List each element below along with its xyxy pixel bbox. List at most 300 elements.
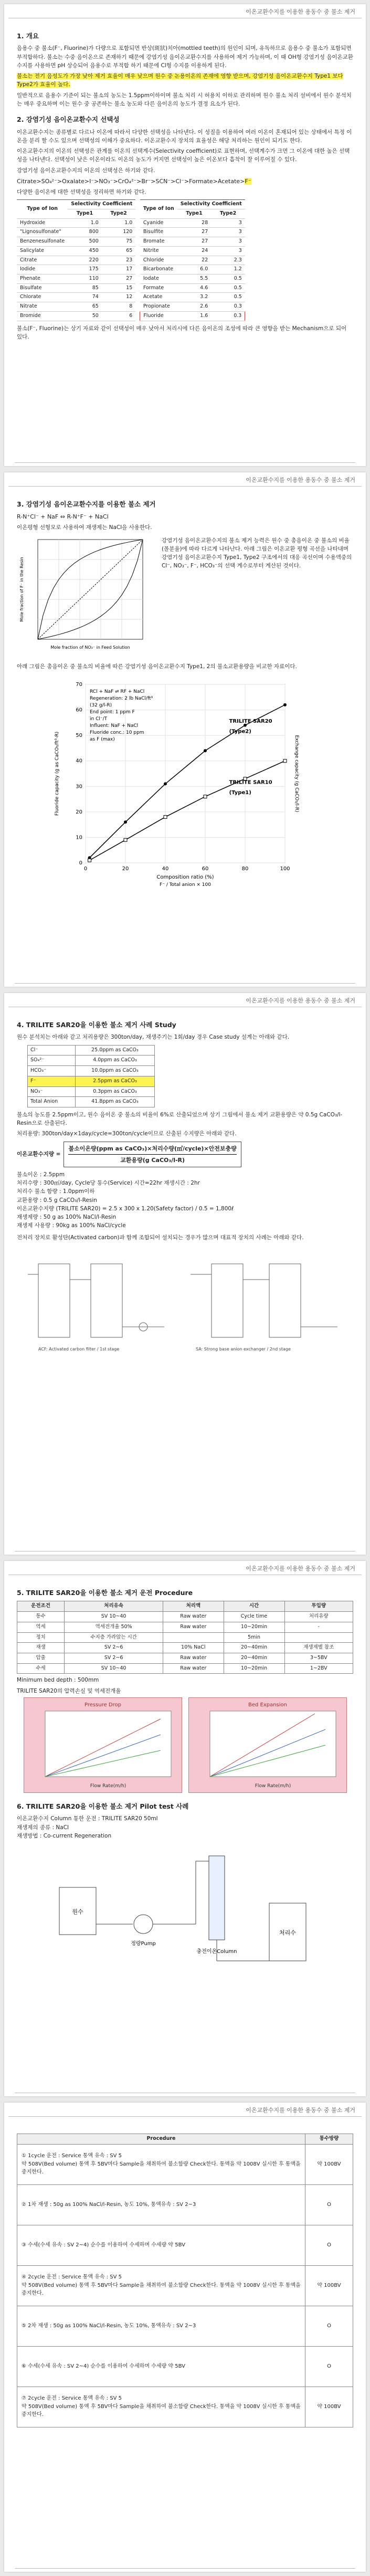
x-tick-label: 20 [122,865,129,872]
ion-name: NO₃⁻ [28,1086,76,1097]
x-tick-label: 0 [83,865,87,872]
table-row [17,2346,353,2387]
table-cell: 2.6 [177,302,212,312]
x-tick-label: 60 [202,865,208,872]
table-cell: 압출 [17,1653,65,1663]
table-row [140,311,245,321]
header-procedure: Procedure [17,2134,305,2145]
table-cell: 3 [211,246,245,256]
section-3-paragraph: 강염기성 음이온교환수지의 불소 제거 능력은 원수 중 총음이온 중 불소의 비율(몰분율)에 따라 다르게 나타난다. 아래 그림은 이온교환 평형 곡선을 나타내며 강염기성 음이온교환수지 Type1, Type2 구조에서의 대응 곡선이며 수용액중의 Cl⁻, NO₃⁻, F⁻, HCO₃⁻의 선택 계수로부터 계산된 것이다. [162,537,352,569]
section-5-title: 5. TRILITE SAR20을 이용한 불소 제거 운전 Procedure [17,1589,193,1597]
ion-name: Cl⁻ [28,1045,76,1055]
point-sar10 [124,838,127,841]
table-row [17,2265,353,2306]
diagram-left [28,1248,180,1358]
series-label-sar20: TRILITE SAR20 [229,718,272,724]
y-tick-label: 20 [75,809,82,815]
ion-value: 41.8ppm as CaCO₃ [76,1097,155,1107]
legend-line: Fluoride conc.: 10 ppm [89,730,144,735]
point-sar20 [204,749,207,752]
page-4 [4,1561,366,2096]
selectivity-table-right [140,199,245,321]
page-header: 이온교환수지를 이용한 용동수 중 불소 제거 [8,4,362,18]
table-row [28,1066,155,1076]
col-type2: Type2 [102,209,136,218]
table-row [17,1612,353,1622]
table-cell [163,1632,224,1643]
table-row [140,283,245,293]
table-cell: 23 [102,256,136,265]
section-2-paragraph-3: 강염기성 음이온교환수지의 이온의 선택성은 하기와 같다. [17,167,155,174]
table-cell [284,1632,353,1643]
table-cell: 800 [68,228,102,237]
table-cell: 4.6 [177,283,212,293]
table-row [28,1086,155,1097]
table-cell: Iodate [140,275,177,284]
table-cell: 175 [68,265,102,275]
table-cell: Bicarbonate [140,265,177,275]
table-cell: 120 [102,228,136,237]
table-cell: Nitrite [140,246,177,256]
col-type: Type of Ion [140,200,177,218]
installation-diagram [17,1248,353,1358]
volume-cell: 약 100BV [305,2387,353,2427]
table-cell: 5.5 [177,275,212,284]
ion-value: 25.0ppm as CaCO₃ [76,1045,155,1055]
table-cell: Benzenesulfonate [17,237,68,247]
section-4-paragraph-2: 불소의 농도를 2.5ppm이고, 원수 음이온 중 불소의 비율이 6%로 산출되었으며 상기 그림에서 불소 제거 교환용량은 약 0.5g CaCO₃/l-Resin으로 산출된다. [17,1111,343,1127]
table-cell: 28 [177,218,212,228]
table-cell: Salicylate [17,246,68,256]
calculation-list [17,1170,353,1230]
page-header: 이온교환수지를 이용한 용동수 중 불소 제거 [8,1561,362,1575]
table-row [140,275,245,284]
calc-line: 재생제량 : 50 g as 100% NaCl/l-Resin [17,1214,117,1221]
table-cell: 처리유량 [284,1612,353,1622]
table-header [17,2134,353,2145]
table-cell: 450 [68,246,102,256]
diagram-left-caption: ACF: Activated carbon filter / 1st stage [38,1346,119,1352]
series-label-sar10-type: (Type1) [229,789,251,796]
col-type1: Type1 [177,209,212,218]
table-row [17,1632,353,1643]
procedure-cell: ④ 2cycle 운전 : Service 통액 유속 : SV 5 약 508V(Bed volume) 통액 후 5BV마다 Sample을 채취하여 불소함량 Check한다. 통액을 약 1008V 실시한 후 통액을 중지한다. [17,2265,305,2306]
ion-value: 4.0ppm as CaCO₃ [76,1055,155,1066]
table-row [17,218,135,228]
table-row [17,293,135,302]
table-cell: Raw water [163,1653,224,1663]
y-tick-label: 30 [75,784,82,790]
table-row [17,1653,353,1663]
table-cell: 1.6 [177,311,212,321]
hydraulics-caption: TRILITE SAR20의 압력손실 및 역세전개율 [17,1687,121,1694]
table-row [28,1055,155,1066]
table-row [17,228,135,237]
table-row [140,302,245,312]
table-row [17,302,135,312]
table-cell: 1.0 [102,218,136,228]
table-row [140,293,245,302]
formula-denominator: 교환용량(g CaCO₃/l-R) [120,1156,185,1164]
legend-line: (32 g/l-R) [89,702,112,708]
y-tick-label: 10 [75,835,82,841]
calc-line: 불소이온 : 2.5ppm [17,1171,65,1178]
table-cell: 74 [68,293,102,302]
table-cell: 0.3 [211,302,245,312]
table-cell: "Lignosulfonate" [17,228,68,237]
table-cell: Propionate [140,302,177,312]
table-row [17,2306,353,2346]
table-cell: Bromide [17,311,68,321]
volume-cell: 약 100BV [305,2144,353,2184]
table-cell: 1~2BV [284,1663,353,1674]
resin-formula [17,1142,353,1167]
section-4-paragraph-3: 처리용량: 300ton/day×1day/cycle=300ton/cycle이므로 산출된 수지량은 아래와 같다. [17,1131,237,1137]
section-1-title: 1. 개요 [17,32,39,40]
table-cell: Raw water [163,1663,224,1674]
table-cell: 10~20min [224,1622,284,1632]
table-cell: 22 [177,256,212,265]
table-row [17,311,135,321]
table-row [28,1097,155,1107]
selectivity-caption: 다양한 음이온에 대한 선택성을 정리하면 하기와 같다. [17,188,146,195]
procedure-cell: ③ 수세(수세 유속 : SV 2~4) 순수를 이용하여 수세하며 수세량 약 5BV [17,2225,305,2265]
procedure-cell: ② 1차 재생 : 50g as 100% NaCl/l-Resin, 농도 10%, 통액유속 : SV 2~3 [17,2184,305,2225]
table-row [17,265,135,275]
table-cell: 3~5BV [284,1653,353,1663]
table-cell: 20~40min [224,1643,284,1653]
legend-line: Regeneration: 2 lb NaCl/ft³ [89,695,153,701]
table-cell: 5min [224,1632,284,1643]
table-cell: - [284,1622,353,1632]
table-cell: 역세 [17,1622,65,1632]
table-cell: Cyanide [140,218,177,228]
operation-procedure-table [17,1601,353,1674]
section-4-paragraph-4: 전처리 장치로 활성탄(Activated carbon)과 함께 조합되어 설치되는 경우가 많으며 대표적 장치의 사례는 아래와 같다. [17,1234,304,1241]
table-row [140,228,245,237]
table-cell: 정치 [17,1632,65,1643]
table-row [17,275,135,284]
section-1-paragraph-2: 일반적으로 음용수 기준이 되는 불소의 농도는 1.5ppm이하이며 불소 처리 시 허용치 이하로 관리하며 원수 불소 처리 설비에서 원수 분석치는 매우 중요하며 이는 원수 중 공존하는 불소 농도와 다른 음이온의 농도가 결정 요소가 된다. [17,92,352,107]
hydraulics-charts [17,1697,353,1793]
flow-tank-label: 원수 [71,1908,83,1916]
table-row [17,1663,353,1674]
table-cell: Raw water [163,1622,224,1632]
point-sar10 [204,795,207,798]
calc-line: 처리수 불소 함량 : 1.0ppm이하 [17,1188,95,1195]
legend-line: in Cl⁻/T [89,716,107,722]
flow-pump-label: 정량Pump [130,1941,156,1947]
x-tick-label: 100 [279,865,290,872]
table-cell: Chloride [140,256,177,265]
table-cell: 27 [177,228,212,237]
table-cell: 수세 [17,1663,65,1674]
section-2-paragraph: 이온교환수지는 종류별로 다르나 이온에 따라서 다양한 선택성을 나타낸다. 이 성질을 이용하여 여러 이온이 혼재되어 있는 상태에서 특정 이온을 분리 할 수도 있으며 선택성의 이해가 중요하다. 이온교환수지 장치의 효율성은 해당 처리하는 원인이 되기도 한다. [17,129,352,144]
table-cell: 3 [211,237,245,247]
table-row [17,2144,353,2184]
table-cell: 8 [102,302,136,312]
series-label-sar20-type: (Type2) [229,729,251,735]
diagram-right [191,1248,343,1358]
table-cell: 6 [102,311,136,321]
ion-name: Total Anion [28,1097,76,1107]
table-row [140,256,245,265]
y-tick-label: 40 [75,758,82,764]
table-cell: Bisulfate [17,283,68,293]
point-sar20 [283,703,287,706]
pilot-procedure-table [17,2134,353,2427]
legend-line: Influent: NaF + NaCl [89,723,138,729]
section-6-title: 6. TRILITE SAR20을 이용한 불소 제거 Pilot test 사례 [17,1802,189,1810]
ion-value: 0.3ppm as CaCO₃ [76,1086,155,1097]
section-4-paragraph: 원수 분석치는 아래와 같고 처리용량은 300ton/day, 재생주기는 1회/day 경우 Case study 설계는 아래와 같다. [17,1034,290,1041]
volume-cell: O [305,2306,353,2346]
condition-line: 재생제의 종류 : NaCl [17,1824,69,1831]
section-2-note: 불소(F⁻, Fluorine)는 상기 자료와 같이 선택성이 매우 낮아서 처리시에 다른 음이온의 조성에 따라 큰 영향을 받는 Mechanism으로 되어 있다. [17,325,347,340]
table-row [17,246,135,256]
procedure-cell: ⑦ 2cycle 운전 : Service 통액 유속 : SV 5 약 508V(Bed volume) 통액 후 5BV마다 Sample을 채취하여 불소함량 Check한다. 통액을 약 1008V 실시한 후 통액을 중지한다. [17,2387,305,2427]
page-footer [15,2568,355,2569]
selectivity-header [140,200,245,209]
col-type1: Type1 [68,209,102,218]
table-row [140,237,245,247]
section-3-title: 3. 강염기성 음이온교환수지를 이용한 불소 제거 [17,500,156,508]
ion-name: SO₄²⁻ [28,1055,76,1066]
point-sar10 [283,759,287,763]
section-1-highlight: 불소는 전기 음성도가 가장 낮아 제거 효율이 매우 낮으며 원수 중 논용이온의 존재에 영향 받으며, 강염기성 음이온교환수지 Type1 보다 Type2가 효율이 높다. [17,73,343,88]
x-tick-label: 80 [241,865,248,872]
page-1 [4,4,366,466]
table-row [140,246,245,256]
calc-line: 교환용량 : 0.5 g CaCO₃/l-Resin [17,1197,97,1203]
selectivity-tables [17,199,353,321]
section-4-title: 4. TRILITE SAR20을 이용한 불소 제거 사례 Study [17,1021,176,1029]
table-cell: 2.3 [211,256,245,265]
table-cell: 수지층 가라앉는 시간 [65,1632,163,1643]
y-tick-label: 0 [79,860,82,866]
volume-cell: O [305,2346,353,2387]
volume-cell: 약 100BV [305,2265,353,2306]
page-2 [4,472,366,987]
table-row [17,1622,353,1632]
table-cell: 재생제별 참조 [284,1643,353,1653]
formula-fraction [64,1142,241,1167]
table-cell: 65 [68,302,102,312]
selectivity-header [17,200,135,209]
page-header: 이온교환수지를 이용한 용동수 중 불소 제거 [8,2103,362,2117]
pressure-drop-title: Pressure Drop [84,1702,121,1708]
table-row [28,1045,155,1055]
min-bed-depth: Minimum bed depth : 500mm [17,1677,99,1684]
procedure-cell: ① 1cycle 운전 : Service 통액 유속 : SV 5 약 508V(Bed volume) 통액 후 5BV마다 Sample을 채취하여 불소함량 Check한다. 통액을 약 1008V 실시한 후 통액을 중지한다. [17,2144,305,2184]
fluoride-capacity-chart [49,674,322,905]
table-cell: 20~40min [224,1653,284,1663]
table-row [17,237,135,247]
page-3 [4,993,366,1555]
table-cell: Citrate [17,256,68,265]
y-axis-label: Mole fraction of F⁻ in the Resin [19,556,24,622]
table-cell: Cycle time [224,1612,284,1622]
table-cell: 220 [68,256,102,265]
header-cell: 투입량 [284,1601,353,1612]
x-axis-sublabel: F⁻ / Total anion × 100 [159,882,211,888]
bed-expansion-xlabel: Flow Rate(m/h) [255,1783,291,1789]
table-cell: 6.0 [177,265,212,275]
y-tick-label: 50 [75,733,82,739]
table-cell: 10~20min [224,1663,284,1674]
y-axis-label: Fluoride capacity (g as CaCO₃/ft³-R) [54,731,60,816]
table-cell: Raw water [163,1612,224,1622]
table-cell: 75 [102,237,136,247]
y-axis-label-right: Exchange capacity (g CaCO₃/l-R) [293,735,299,812]
table-cell: Chlorate [17,293,68,302]
table-cell: 0.5 [211,283,245,293]
pilot-flow-diagram [28,1845,343,1982]
table-cell: SV 2~6 [65,1653,163,1663]
condition-line: 재생방법 : Co-current Regeneration [17,1832,112,1839]
bed-expansion-title: Bed Expansion [248,1702,287,1708]
table-row [28,1076,155,1086]
table-cell: 27 [177,237,212,247]
point-sar10 [164,816,167,819]
calc-line: 재생제 사용량 : 90kg as 100% NaCl/cycle [17,1222,126,1229]
condition-line: 이온교환수지 Column 통한 운전 : TRILITE SAR20 50ml [17,1815,158,1822]
table-cell: 50 [68,311,102,321]
table-row [17,2225,353,2265]
table-row [140,218,245,228]
table-cell: 12 [102,293,136,302]
ion-value: 10.0ppm as CaCO₃ [76,1066,155,1076]
page-header: 이온교환수지를 이용한 용동수 중 불소 제거 [8,472,362,487]
page-5 [4,2103,366,2572]
table-cell: Bisulfite [140,228,177,237]
section-2-title: 2. 강염기성 음이온교환수지 선택성 [17,115,120,124]
table-cell: 1.0 [68,218,102,228]
table-cell: 0.5 [211,293,245,302]
table-cell: 1.2 [211,265,245,275]
table-cell: 17 [102,265,136,275]
selectivity-series: Citrate>SO₄²⁻>Oxalate>I⁻>NO₃⁻>CrO₄²⁻>Br⁻>SCN⁻>Cl⁻>Formate>Acetate>F⁻ [17,177,251,185]
table-cell: 10% NaCl [163,1643,224,1653]
header-cell: 운전조건 [17,1601,65,1612]
page-footer [15,462,355,463]
diagram-right-caption: SA: Strong base anion exchanger / 2nd stage [195,1346,291,1352]
ion-value: 2.5ppm as CaCO₃ [76,1076,155,1086]
table-cell: Acetate [140,293,177,302]
ion-name: HCO₃⁻ [28,1066,76,1076]
header-cell: 시간 [224,1601,284,1612]
table-row [17,2184,353,2225]
table-cell: Iodide [17,265,68,275]
table-cell: 500 [68,237,102,247]
table-cell: 0.5 [211,275,245,284]
table-cell: Formate [140,283,177,293]
procedure-cell: ⑥ 수세(수세 유속 : SV 2~4) 순수를 이용하여 수세하며 수세량 약 5BV [17,2346,305,2387]
table-cell: Nitrate [17,302,68,312]
x-axis-label: Mole fraction of NO₃⁻ in Feed Solution [50,645,130,650]
pressure-drop-chart [24,1697,182,1793]
table-row [17,2387,353,2427]
formula-left: 이온교환수지량 = [17,1151,61,1158]
header-cell: 처리유속 [65,1601,163,1612]
legend-line: End point: 1 ppm F [89,709,135,715]
procedure-cell: ⑤ 2차 재생 : 50g as 100% NaCl/l-Resin, 농도 10%, 통액유속 : SV 2~3 [17,2306,305,2346]
col-type: Type of Ion [17,200,68,218]
table-row [17,256,135,265]
table-row [17,1643,353,1653]
bed-expansion-chart [188,1697,347,1793]
pilot-test-conditions [17,1814,353,1840]
point-sar10 [88,859,91,862]
volume-cell: O [305,2225,353,2265]
table-cell: Phenate [17,275,68,284]
volume-cell: O [305,2184,353,2225]
table-row [140,265,245,275]
y-tick-label: 70 [75,681,82,688]
header-cell: 처리액 [163,1601,224,1612]
table-cell: 65 [102,246,136,256]
table-cell: 재생 [17,1643,65,1653]
col-selectivity: Selectivity Coefficient [177,200,245,209]
table-cell: 3 [211,228,245,237]
equation-note: 이온평형 선형모로 사용하여 재생제는 NaCl을 사용한다. [17,524,152,531]
ion-name: F⁻ [28,1076,76,1086]
table-cell: 역세전개율 50% [65,1622,163,1632]
x-tick-label: 40 [162,865,168,872]
exchange-equation: R-N⁺Cl⁻ + NaF ⇔ R-N⁺F⁻ + NaCl [17,513,109,521]
table-cell: SV 10~40 [65,1663,163,1674]
table-cell: Bromate [140,237,177,247]
y-tick-label: 60 [75,707,82,713]
table-cell: 15 [102,283,136,293]
table-cell: Fluoride [140,311,177,321]
table-cell: 0.3 [211,311,245,321]
pressure-drop-xlabel: Flow Rate(m/h) [90,1783,126,1789]
table-cell: 통수 [17,1612,65,1622]
table-cell: 27 [102,275,136,284]
raw-water-analysis-table [27,1045,155,1107]
table-cell: SV 2~6 [65,1643,163,1653]
point-sar20 [124,820,127,824]
table-cell: 110 [68,275,102,284]
flow-column-label: 충전이온Column [196,1949,237,1955]
legend-line: as F (max) [89,736,115,742]
table-cell: 85 [68,283,102,293]
table-cell: 24 [177,246,212,256]
point-sar20 [164,782,167,785]
calc-line: 처리수량 : 300㎥/day, Cycle당 통수(Service) 시간=22hr 재생시간 : 2hr [17,1180,200,1187]
fig1-row [17,534,353,660]
x-axis-label: Composition ratio (%) [156,874,214,880]
col-selectivity: Selectivity Coefficient [68,200,135,209]
flow-out-label: 처리수 [279,1929,296,1937]
table-header [17,1601,353,1612]
equilibrium-curve-chart [17,534,153,660]
section-1-paragraph: 음용수 중 불소(F⁻, Fluorine)가 다량으로 포함되면 반상(斑狀)치아(mottled teeth)의 원인이 되며, 유독하므로 음용수 중 불소가 포함되면 부적합하다. 불소는 수중 음이온으로 존재하기 때문에 강염기성 음이온교환수지를 사용하여 제거 가능하며, 이 때 OH형 강염기성 음이온교환수지를 사용하면 pH 상승되어 음용수로 부적합 하기 때문에 Cl형 수지를 이용하게 된다. [17,45,353,69]
calc-line: 이온교환수지량 (TRILITE SAR20) = 2.5 x 300 x 1.20(Safety factor) / 0.5 = 1,800ℓ [17,1205,234,1212]
header-volume: 통수방량 [305,2134,353,2145]
selectivity-table-left [17,199,135,321]
table-cell: SV 10~40 [65,1612,163,1622]
formula-numerator: 불소이온량(ppm as CaCO₃)×처리수량(㎥/cycle)×안전보충량 [68,1144,236,1155]
col-type2: Type2 [211,209,245,218]
section-3-paragraph-2: 아래 그림은 총음이온 중 불소의 비율에 따른 강염기성 음이온교환수지 Type1, 2의 불소교환용량을 비교한 자료이다. [17,663,297,670]
table-cell: Hydroxide [17,218,68,228]
page-header: 이온교환수지를 이용한 용동수 중 불소 제거 [8,993,362,1007]
section-2-paragraph-2: 이온교환수지의 이온의 선택성은 관계를 이온의 선택계수(Selectivity coefficient)로 표현하며, 선택계수가 크면 그 이온에 대한 높은 선택성을 나타낸다. 선택성이 낮은 이온이라도 이온의 농도가 커지면 선택성이 높은 이온보다 흡착이 잘 이루어질 수 있다. [17,148,350,163]
series-label-sar10: TRILITE SAR10 [229,779,272,786]
page-footer [15,983,355,984]
